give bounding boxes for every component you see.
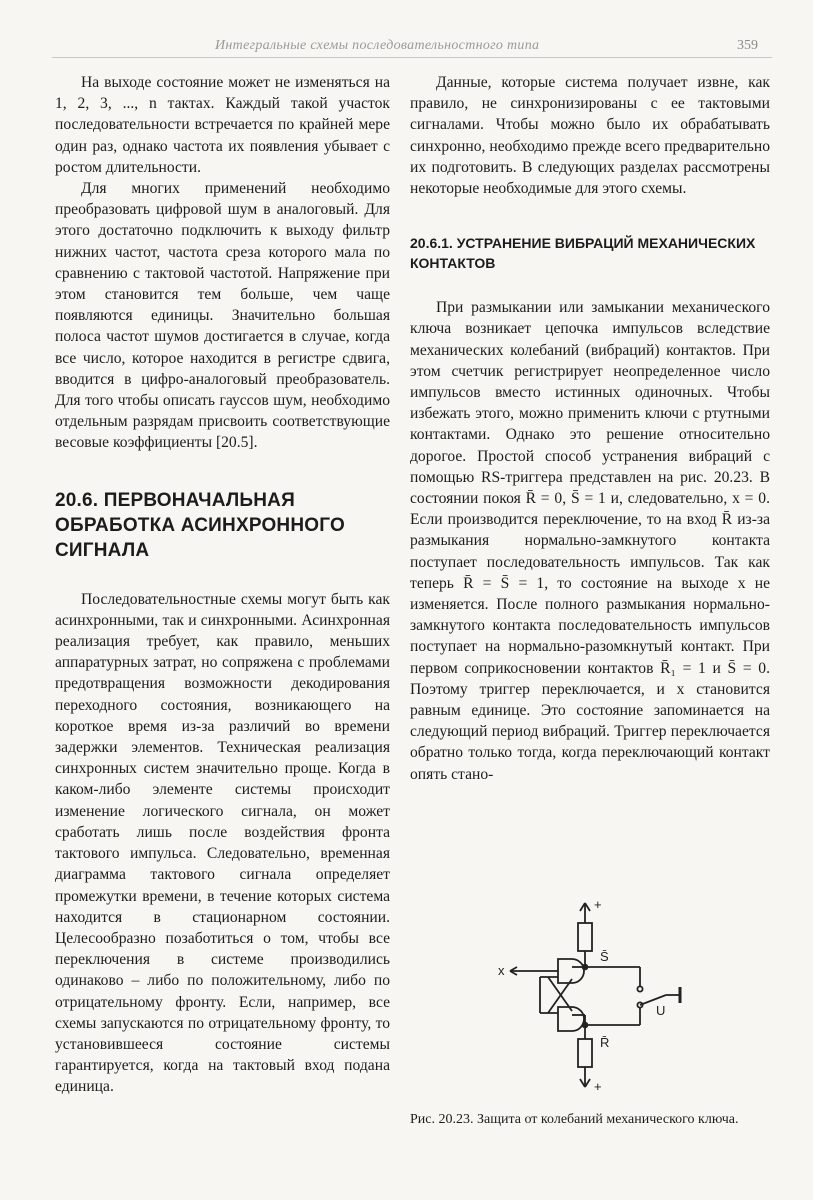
s-bar-label: S̄ — [600, 949, 609, 964]
page-number: 359 — [737, 38, 758, 53]
running-title: Интегральные схемы последовательностного типа — [215, 38, 540, 53]
debounce-circuit-figure — [480, 895, 700, 1095]
x-output-label: x — [498, 963, 505, 978]
subsection-heading: 20.6.1. УСТРАНЕНИЕ ВИБРАЦИЙ МЕХАНИЧЕСКИХ КОНТАКТОВ — [410, 235, 756, 272]
plus-label-bottom: + — [594, 1079, 602, 1094]
plus-label-top: + — [594, 897, 602, 912]
header-divider — [52, 57, 772, 58]
resistor-bottom — [578, 1039, 592, 1067]
u-label: U — [656, 1003, 666, 1018]
paragraph: Для многих применений необходимо преобразовать цифровой шум в аналоговый. Для этого достаточно подключить к выходу фильтр нижних частот, частота среза которого мала по сравнению с тактовой частотой. Напряжение при этом становится тем больше, чем чаще появляются единицы. Значительно большая полоса частот шумов достигается в случае, когда все число, которое находится в регистре сдвига, вводится в цифро-аналоговый преобразователь. Для того чтобы описать гауссов шум, необходимо отдельным разрядам присвоить соответствующие весовые коэффициенты [20.5]. — [55, 180, 390, 452]
right-column — [410, 72, 770, 785]
paragraph: На выходе состояние может не изменяться на 1, 2, 3, ..., n тактах. Каждый такой участок последовательности встречается по крайней мере один раз, однако частота их появления убывает с ростом длительности. — [55, 74, 390, 176]
r-bar-label: R̄ — [600, 1035, 610, 1050]
paragraph: Последовательностные схемы могут быть как асинхронными, так и синхронными. Асинхронная реализация требует, как правило, меньших аппаратурных затрат, но сопряжена с проблемами предотвращения возможности декодирования переходного состояния, возникающего на короткое время из-за различий во времени задержки элементов. Техническая реализация синхронных систем значительно проще. Когда в каком-либо элементе системы происходит изменение логического сигнала, он может сработать лишь после воздействия фронта тактового импульса. Следовательно, временная диаграмма тактового сигнала определяет промежутки времени, в течение которых система находится в стационарном состоянии. Целесообразно позаботиться о том, чтобы все переключения в системе производились одинаково – либо по положительному, либо по отрицательному фронту. Если, например, все схемы запускаются по отрицательному фронту, то установившееся состояние системы гарантируется, когда на тактовый вход подана единица. — [55, 590, 390, 1096]
paragraph: При размыкании или замыкании механического ключа возникает цепочка импульсов вследствие механических колебаний (вибраций) контактов. При этом счетчик регистрирует неопределенное число импульсов вместо истинных одиночных. Чтобы избежать этого, можно применить ключи с ртутными контактами. Однако это решение относительно дорогое. Простой способ устранения вибраций с помощью RS-триггера представлен на рис. 20.23. В состоянии покоя R̄ = 0, S̄ = 1 и, следовательно, x = 0. Если производится переключение, то на вход R̄ из-за размыкания нормально-замкнутого контакта поступает последовательность импульсов. Так как теперь R̄ = S̄ = 1, то состояние на выходе x не изменяется. После полного размыкания нормально-замкнутого контакта последовательность импульсов поступает на нормально-разомкнутый контакт. При первом соприкосновении контактов R̄₁ = 1 и S̄ = 0. Поэтому триггер переключается, и x становится равным единице. Это состояние запоминается на следующий период вибраций. Триггер переключается обратно только тогда, когда переключающий контакт опять стано- — [410, 299, 770, 783]
figure-caption: Рис. 20.23. Защита от колебаний механического ключа. — [410, 1112, 739, 1127]
resistor-top — [578, 923, 592, 951]
paragraph: Данные, которые система получает извне, как правило, не синхронизированы с ее тактовыми сигналами. Чтобы можно было их обрабатывать синхронно, необходимо прежде всего предварительно их подготовить. В следующих разделах рассмотрены некоторые необходимые для этого схемы. — [410, 74, 770, 198]
left-column — [55, 72, 390, 1098]
section-heading: 20.6. ПЕРВОНАЧАЛЬНАЯ ОБРАБОТКА АСИНХРОННОГО СИГНАЛА — [55, 489, 345, 561]
